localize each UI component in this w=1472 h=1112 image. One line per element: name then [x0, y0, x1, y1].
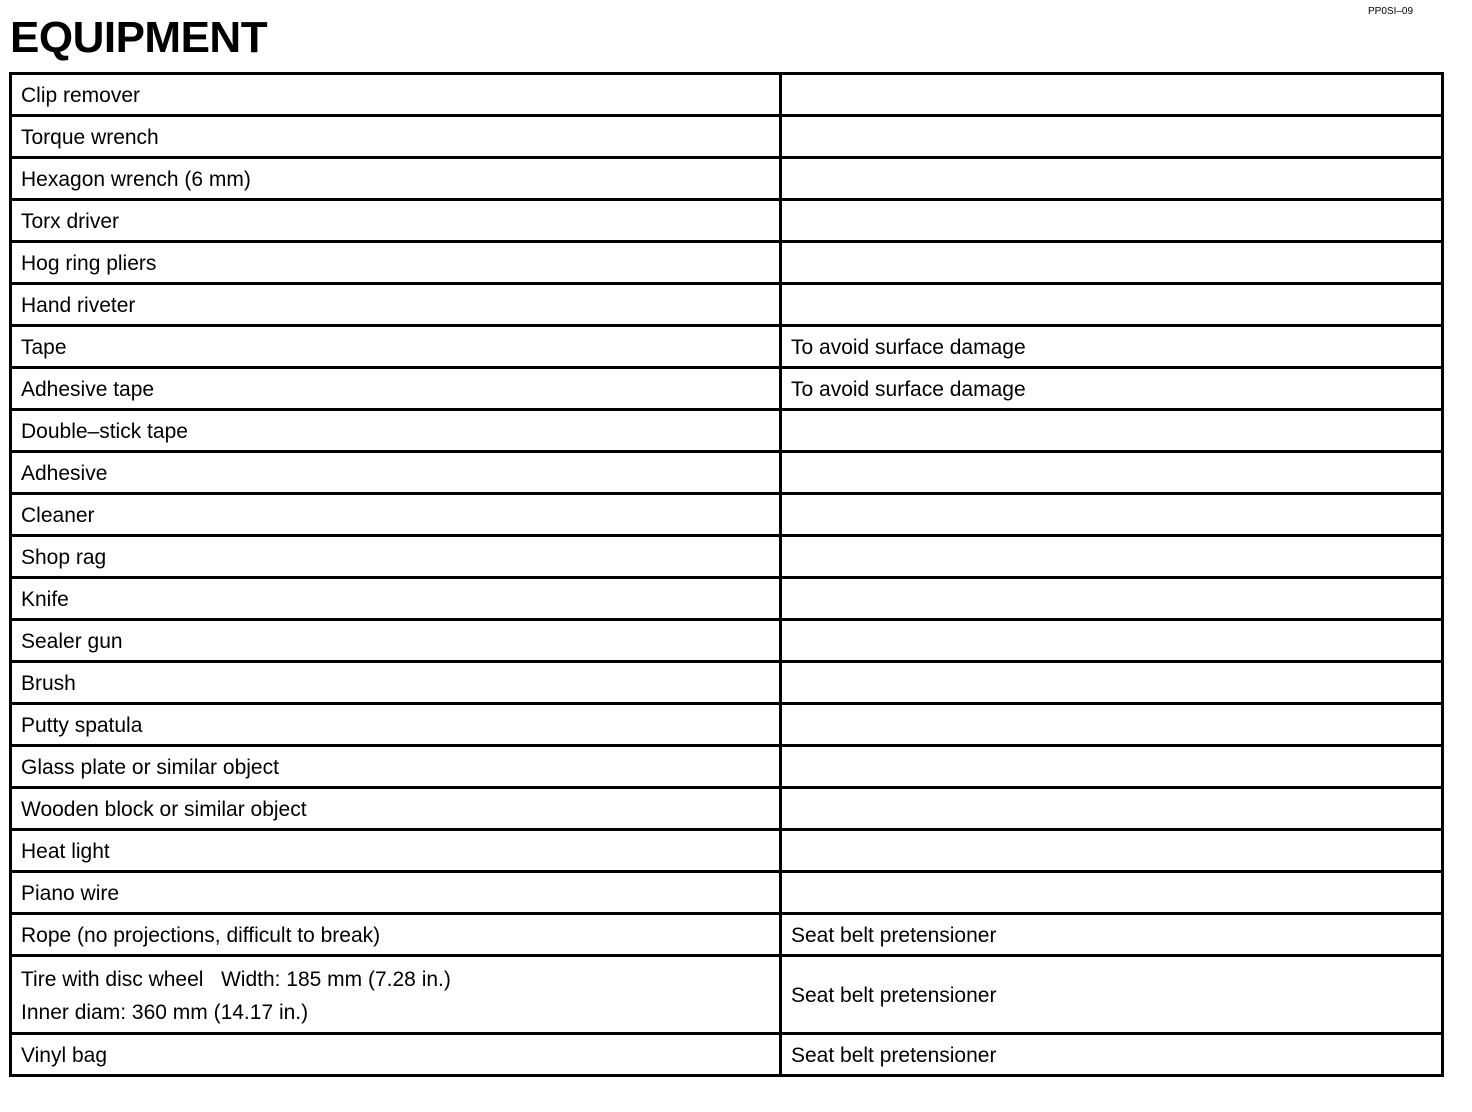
equipment-item: Rope (no projections, difficult to break)	[11, 914, 781, 956]
equipment-note	[781, 578, 1443, 620]
equipment-note	[781, 788, 1443, 830]
equipment-item: Knife	[11, 578, 781, 620]
table-row	[11, 536, 1443, 578]
equipment-note: Seat belt pretensioner	[781, 956, 1443, 1034]
equipment-item: Glass plate or similar object	[11, 746, 781, 788]
table-row	[11, 410, 1443, 452]
equipment-item-detail: Inner diam: 360 mm (14.17 in.)	[21, 1000, 309, 1024]
equipment-note: Seat belt pretensioner	[781, 914, 1443, 956]
table-row	[11, 662, 1443, 704]
equipment-item: Putty spatula	[11, 704, 781, 746]
table-row	[11, 746, 1443, 788]
table-row	[11, 452, 1443, 494]
page-title: EQUIPMENT	[10, 13, 268, 62]
equipment-item: Adhesive	[11, 452, 781, 494]
equipment-note	[781, 158, 1443, 200]
equipment-item: Adhesive tape	[11, 368, 781, 410]
equipment-item: Double–stick tape	[11, 410, 781, 452]
table-row	[11, 578, 1443, 620]
table-row	[11, 620, 1443, 662]
equipment-note	[781, 116, 1443, 158]
equipment-item: Cleaner	[11, 494, 781, 536]
equipment-note	[781, 704, 1443, 746]
equipment-note: To avoid surface damage	[781, 368, 1443, 410]
table-row	[11, 158, 1443, 200]
table-row	[11, 494, 1443, 536]
equipment-item: Hand riveter	[11, 284, 781, 326]
equipment-table	[9, 72, 1444, 1077]
equipment-note: To avoid surface damage	[781, 326, 1443, 368]
table-row	[11, 1034, 1443, 1076]
equipment-item: Wooden block or similar object	[11, 788, 781, 830]
table-row	[11, 284, 1443, 326]
table-row	[11, 830, 1443, 872]
table-row	[11, 74, 1443, 116]
table-row	[11, 872, 1443, 914]
table-row	[11, 956, 1443, 1034]
equipment-note	[781, 662, 1443, 704]
table-row	[11, 242, 1443, 284]
equipment-item: Tire with disc wheel Width: 185 mm (7.28 in.)	[21, 967, 451, 991]
equipment-note	[781, 242, 1443, 284]
equipment-item: Sealer gun	[11, 620, 781, 662]
equipment-item: Hexagon wrench (6 mm)	[11, 158, 781, 200]
equipment-note	[781, 536, 1443, 578]
table-row	[11, 116, 1443, 158]
table-row	[11, 326, 1443, 368]
equipment-note	[781, 620, 1443, 662]
equipment-note	[781, 830, 1443, 872]
equipment-item: Shop rag	[11, 536, 781, 578]
equipment-note	[781, 746, 1443, 788]
table-row	[11, 914, 1443, 956]
equipment-item: Heat light	[11, 830, 781, 872]
document-code: PP0SI–09	[1368, 6, 1414, 17]
equipment-item: Clip remover	[11, 74, 781, 116]
table-row	[11, 368, 1443, 410]
equipment-item: Torx driver	[11, 200, 781, 242]
equipment-note	[781, 452, 1443, 494]
equipment-note	[781, 410, 1443, 452]
equipment-note	[781, 200, 1443, 242]
equipment-item: Piano wire	[11, 872, 781, 914]
equipment-note	[781, 74, 1443, 116]
table-row	[11, 200, 1443, 242]
equipment-note	[781, 494, 1443, 536]
equipment-item: Torque wrench	[11, 116, 781, 158]
equipment-note: Seat belt pretensioner	[781, 1034, 1443, 1076]
equipment-note	[781, 872, 1443, 914]
table-row	[11, 788, 1443, 830]
table-row	[11, 704, 1443, 746]
equipment-item: Brush	[11, 662, 781, 704]
equipment-item-cell	[11, 956, 781, 1034]
equipment-item: Hog ring pliers	[11, 242, 781, 284]
equipment-note	[781, 284, 1443, 326]
equipment-item: Vinyl bag	[11, 1034, 781, 1076]
equipment-item: Tape	[11, 326, 781, 368]
